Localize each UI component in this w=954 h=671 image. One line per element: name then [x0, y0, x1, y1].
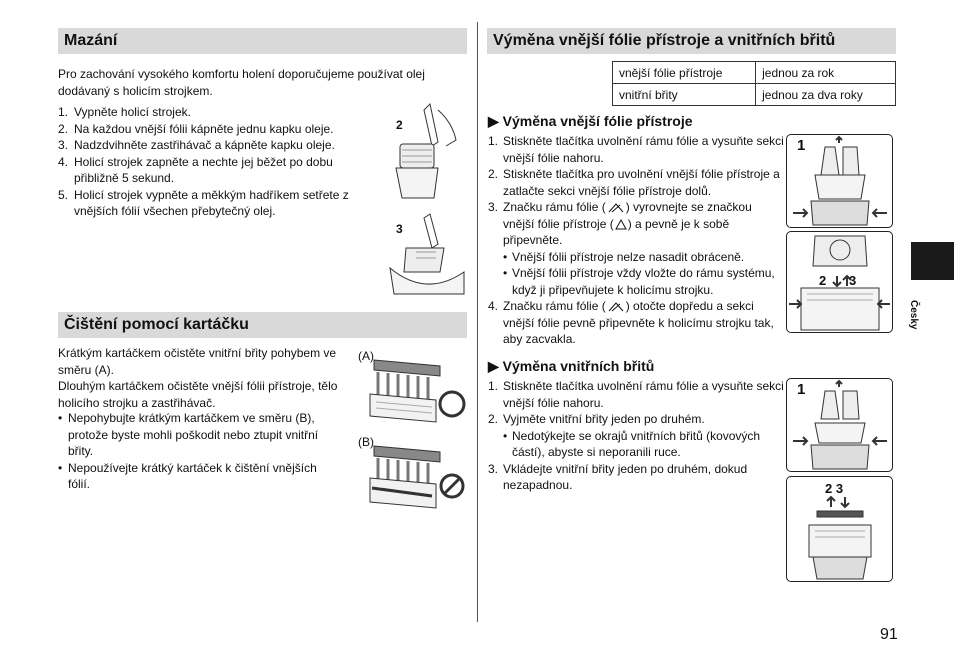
lubrication-intro: Pro zachování vysokého komfortu holení doporučujeme používat olej dodávaný s holicím strojkem.	[58, 67, 425, 98]
table-row	[613, 62, 896, 84]
direction-label-a: (A)	[358, 349, 374, 363]
figure-label-23: 2 3	[825, 481, 844, 496]
list-item: 3. Vkládejte vnitřní břity jeden po druhém, dokud nezapadnou.	[488, 461, 748, 492]
figure-label-2: 2	[396, 118, 403, 132]
frame-mark-icon	[606, 301, 626, 313]
outer-foil-figure-2	[786, 231, 893, 333]
page-number: 91	[880, 626, 898, 643]
column-divider	[477, 22, 478, 622]
direction-label-b: (B)	[358, 435, 374, 449]
list-item: 1. Stiskněte tlačítka uvolnění rámu fólie a vysuňte sekci vnější fólie nahoru.	[488, 379, 784, 410]
figure-label-1: 1	[797, 381, 806, 398]
figure-label-2: 2	[819, 273, 827, 288]
table-cell: jednou za rok	[756, 62, 896, 84]
list-item: • Nepohybujte krátkým kartáčkem ve směru (B), protože byste mohli poškodit nebo ztupit vnitřní břity.	[58, 411, 319, 458]
list-item: • Nepoužívejte krátký kartáček k čištění vnějších fólií.	[58, 460, 317, 491]
frame-mark-icon	[606, 202, 626, 214]
list-item: 4. Holicí strojek zapněte a nechte jej běžet po dobu přibližně 5 sekund.	[58, 154, 333, 185]
figure-label-3: 3	[396, 222, 403, 236]
outer-foil-steps	[488, 133, 784, 348]
table-cell: vnitřní břity	[613, 84, 756, 106]
list-item: • Vnější fólii přístroje vždy vložte do rámu systému, když ji připevňujete k holicímu strojku.	[503, 266, 775, 297]
list-item: • Nedotýkejte se okrajů vnitřních břitů (kovových částí), abyste si neporanili ruce.	[503, 428, 761, 459]
triangle-mark-icon	[614, 218, 628, 230]
figure-label-3: 3	[849, 273, 857, 288]
list-item: 3. Nadzdvihněte zastřihávač a kápněte kapku oleje.	[58, 138, 335, 152]
brush-paragraph-2: Dlouhým kartáčkem očistěte vnější fólii přístroje, tělo holicího strojku a zastřihávač.	[58, 379, 338, 410]
replacement-schedule-table	[612, 61, 896, 106]
list-item: 4. Značku rámu fólie ( ) otočte dopředu a sekci vnější fólie pevně připevněte k holicímu strojku tak, aby zacvakla.	[488, 299, 774, 346]
inner-blade-steps	[488, 378, 784, 494]
brush-illustration	[356, 346, 468, 526]
table-row	[613, 84, 896, 106]
brush-paragraph-1: Krátkým kartáčkem očistěte vnitřní břity pohybem ve směru (A).	[58, 346, 337, 377]
table-cell: jednou za dva roky	[756, 84, 896, 106]
lubrication-illustration	[386, 102, 468, 298]
inner-blade-figure-1	[786, 378, 893, 472]
figure-label-1: 1	[797, 137, 806, 154]
list-item: 5. Holicí strojek vypněte a měkkým hadříkem setřete z vnějších fólií všechen přebytečný olej.	[58, 187, 349, 218]
section-title-brush-cleaning: Čištění pomocí kartáčku	[58, 312, 467, 338]
section-title-lubrication: Mazání	[58, 28, 467, 54]
inner-blade-figure-2	[786, 476, 893, 582]
lubrication-steps	[58, 104, 363, 220]
list-item: 2. Vyjměte vnitřní břity jeden po druhém.	[488, 412, 705, 426]
brush-bullets	[58, 410, 338, 493]
subheading-outer-foil: ▶ Výměna vnější fólie přístroje	[488, 113, 693, 129]
list-item: • Vnější fólii přístroje nelze nasadit obráceně.	[503, 249, 745, 264]
list-item: 1. Vypněte holicí strojek.	[58, 105, 191, 119]
section-title-replacement: Výměna vnější fólie přístroje a vnitřních břitů	[487, 28, 896, 54]
outer-foil-figure-1	[786, 134, 893, 228]
table-cell: vnější fólie přístroje	[613, 62, 756, 84]
list-item: 3. Značku rámu fólie ( ) vyrovnejte se značkou vnější fólie přístroje ( ) a pevně je k sobě připevněte.	[488, 200, 752, 247]
list-item: 1. Stiskněte tlačítka uvolnění rámu fólie a vysuňte sekci vnější fólie nahoru.	[488, 134, 784, 165]
list-item: 2. Na každou vnější fólii kápněte jednu kapku oleje.	[58, 121, 334, 136]
language-tab	[911, 242, 954, 280]
language-label: Česky	[908, 300, 919, 330]
list-item: 2. Stiskněte tlačítka pro uvolnění vnější fólie přístroje a zatlačte sekci vnější fólie přístroje dolů.	[488, 167, 780, 198]
subheading-inner-blades: ▶ Výměna vnitřních břitů	[488, 358, 655, 374]
